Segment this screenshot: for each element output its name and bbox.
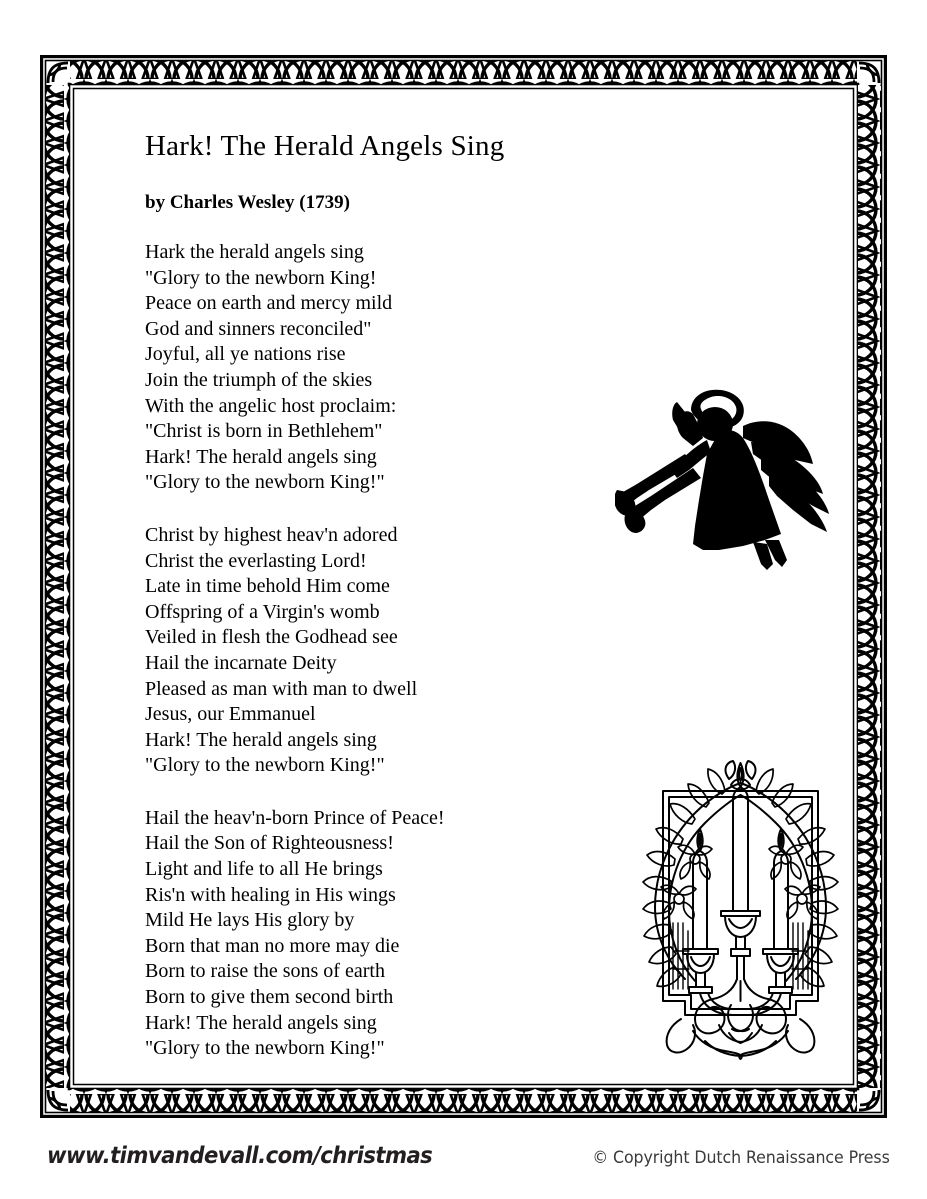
lyric-line: Join the triumph of the skies [145, 368, 373, 391]
lyric-line: Peace on earth and mercy mild [145, 292, 393, 315]
lyric-line: God and sinners reconciled" [145, 317, 372, 340]
lyric-line: Christ the everlasting Lord! [145, 549, 367, 572]
lyric-line: Offspring of a Virgin's womb [145, 600, 380, 623]
page-content [70, 85, 857, 1088]
lyric-line: Late in time behold Him come [145, 575, 390, 598]
lyric-line: "Glory to the newborn King!" [145, 1037, 385, 1060]
angel-with-trumpet-illustration [615, 380, 840, 575]
lyric-line: Hark! The herald angels sing [145, 445, 377, 468]
lyrics-body [145, 240, 545, 1062]
lyric-line: Hark! The herald angels sing [145, 728, 377, 751]
candelabra-wreath-illustration [633, 753, 848, 1063]
lyric-line: Hail the incarnate Deity [145, 651, 337, 674]
lyric-line: "Glory to the newborn King!" [145, 754, 385, 777]
lyric-line: Born that man no more may die [145, 934, 400, 957]
lyric-line: Christ by highest heav'n adored [145, 523, 398, 546]
verse [145, 240, 545, 496]
lyric-line: "Glory to the newborn King!" [145, 471, 385, 494]
verse [145, 806, 545, 1062]
lyric-line: Hark! The herald angels sing [145, 1011, 377, 1034]
lyric-line: "Glory to the newborn King! [145, 266, 377, 289]
lyric-line: Joyful, all ye nations rise [145, 343, 346, 366]
lyric-line: Jesus, our Emmanuel [145, 703, 316, 726]
lyric-line: "Christ is born in Bethlehem" [145, 420, 383, 443]
lyric-line: Light and life to all He brings [145, 858, 383, 881]
verse [145, 523, 545, 779]
lyric-line: Born to raise the sons of earth [145, 960, 385, 983]
footer-copyright-notice: © Copyright Dutch Renaissance Press [592, 1148, 890, 1168]
byline: by Charles Wesley (1739) [145, 192, 350, 213]
lyric-line: Mild He lays His glory by [145, 909, 355, 932]
page-title: Hark! The Herald Angels Sing [145, 130, 505, 162]
page-footer [0, 1143, 927, 1188]
lyric-line: Hail the heav'n-born Prince of Peace! [145, 806, 445, 829]
lyric-line: Hail the Son of Righteousness! [145, 832, 394, 855]
lyric-line: Born to give them second birth [145, 986, 394, 1009]
footer-website-url[interactable]: www.timvandevall.com/christmas [47, 1143, 433, 1169]
lyric-line: Veiled in flesh the Godhead see [145, 626, 398, 649]
lyric-line: Hark the herald angels sing [145, 241, 364, 263]
lyric-line: With the angelic host proclaim: [145, 394, 397, 417]
lyric-line: Pleased as man with man to dwell [145, 677, 418, 700]
lyric-line: Ris'n with healing in His wings [145, 883, 396, 906]
